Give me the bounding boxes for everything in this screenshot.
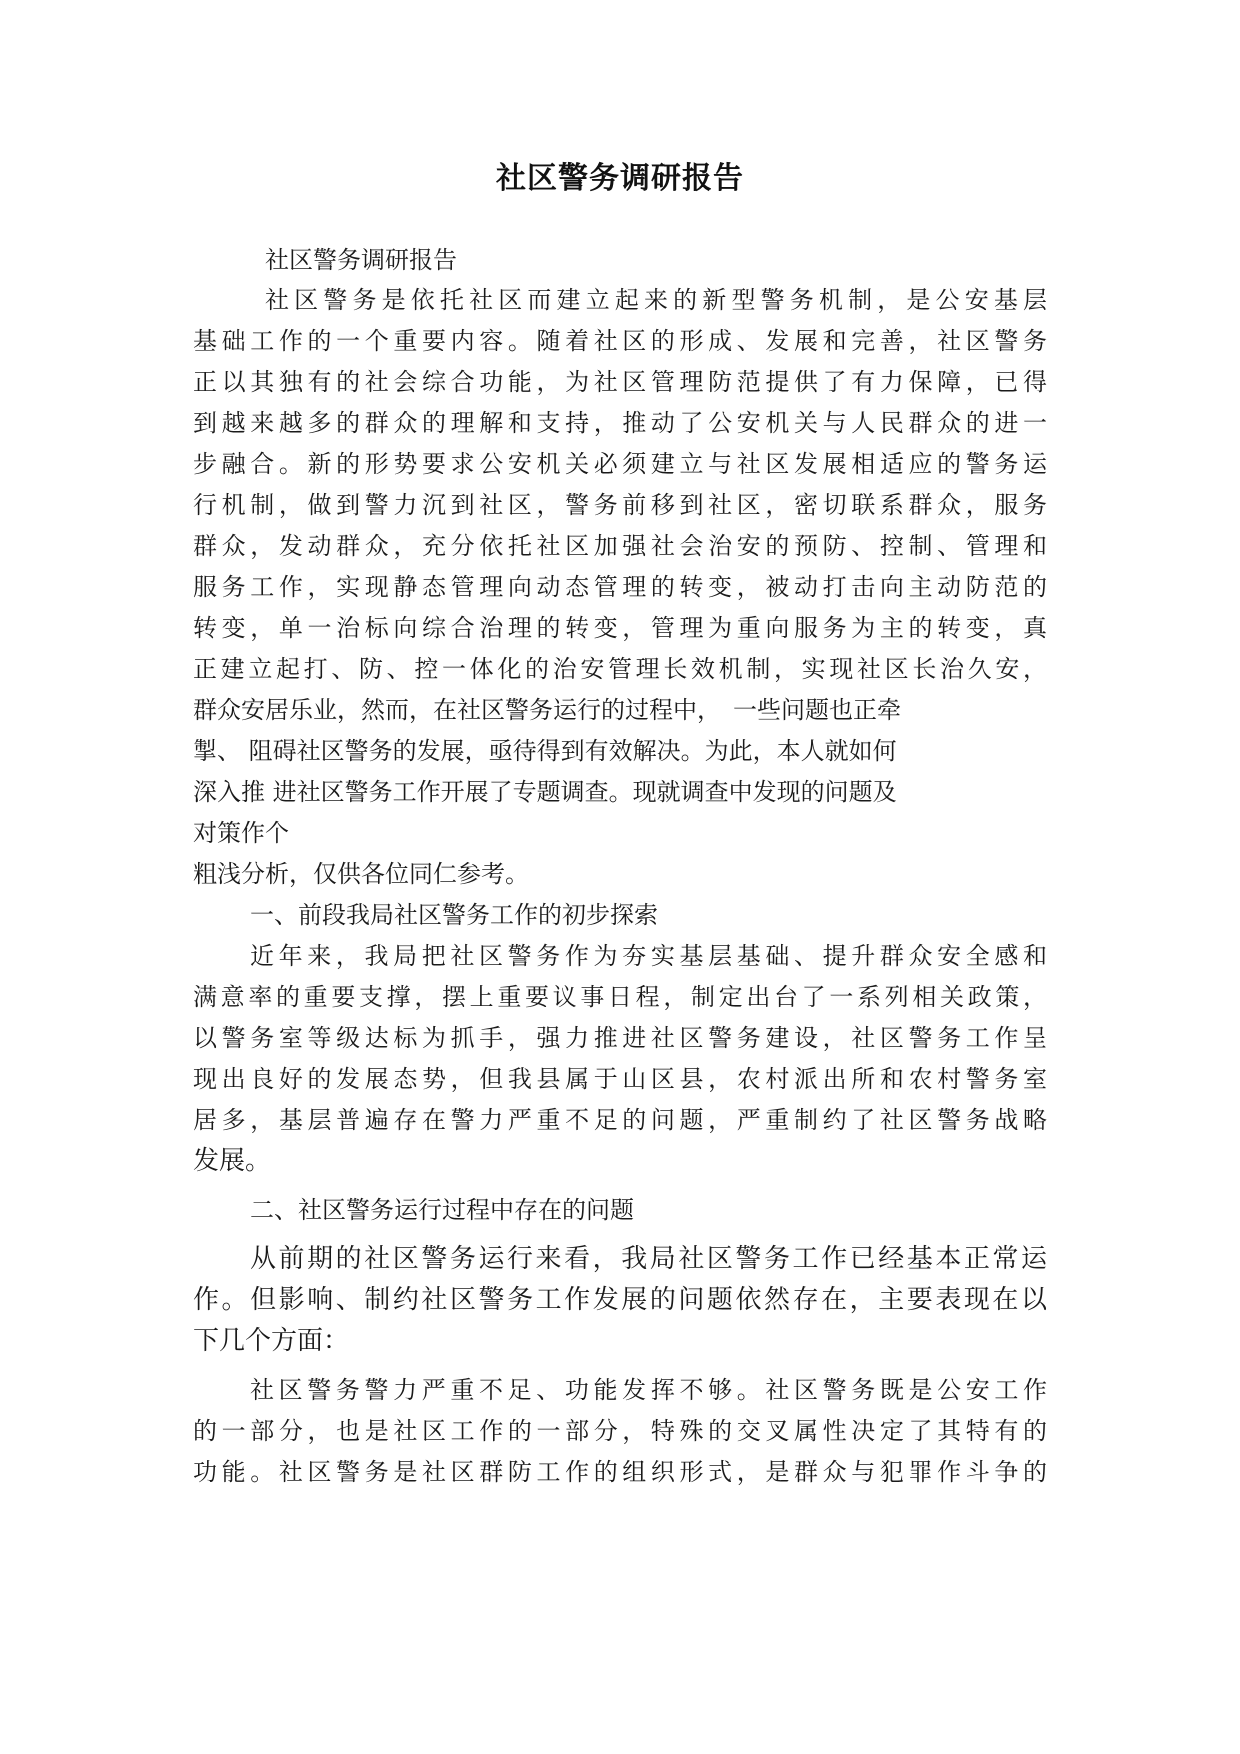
body-line: 下几个方面： bbox=[193, 1326, 350, 1356]
body-line: 步融合。新的形势要求公安机关必须建立与社区发展相适应的警务运 bbox=[193, 450, 1047, 478]
body-line: 的一部分，也是社区工作的一部分，特殊的交叉属性决定了其特有的 bbox=[193, 1417, 1047, 1445]
body-line: 群众安居乐业，然而，在社区警务运行的过程中， 一些问题也正牵 bbox=[193, 696, 901, 724]
body-line: 现出良好的发展态势，但我县属于山区县，农村派出所和农村警务室 bbox=[193, 1065, 1047, 1093]
body-line: 满意率的重要支撑，摆上重要议事日程，制定出台了一系列相关政策， bbox=[193, 983, 1047, 1011]
body-line: 正建立起打、防、控一体化的治安管理长效机制，实现社区长治久安， bbox=[193, 655, 1047, 683]
body-line: 从前期的社区警务运行来看，我局社区警务工作已经基本正常运 bbox=[250, 1244, 1047, 1274]
body-line: 功能。社区警务是社区群防工作的组织形式，是群众与犯罪作斗争的 bbox=[193, 1458, 1047, 1486]
body-line: 粗浅分析，仅供各位同仁参考。 bbox=[193, 860, 529, 888]
section-heading: 一、前段我局社区警务工作的初步探索 bbox=[250, 901, 658, 929]
body-line: 服务工作，实现静态管理向动态管理的转变，被动打击向主动防范的 bbox=[193, 573, 1047, 601]
body-line: 转变，单一治标向综合治理的转变，管理为重向服务为主的转变，真 bbox=[193, 614, 1047, 642]
body-line: 基础工作的一个重要内容。随着社区的形成、发展和完善，社区警务 bbox=[193, 327, 1047, 355]
body-line: 近年来，我局把社区警务作为夯实基层基础、提升群众安全感和 bbox=[250, 942, 1047, 970]
document-title: 社区警务调研报告 bbox=[496, 161, 744, 196]
body-line: 深入推 进社区警务工作开展了专题调查。现就调查中发现的问题及 bbox=[193, 778, 897, 806]
body-line: 群众，发动群众，充分依托社区加强社会治安的预防、控制、管理和 bbox=[193, 532, 1047, 560]
body-line: 社区警务是依托社区而建立起来的新型警务机制，是公安基层 bbox=[265, 286, 1047, 314]
body-line: 以警务室等级达标为抓手，强力推进社区警务建设，社区警务工作呈 bbox=[193, 1024, 1047, 1052]
body-line: 发展。 bbox=[193, 1146, 272, 1176]
body-line: 社区警务警力严重不足、功能发挥不够。社区警务既是公安工作 bbox=[250, 1376, 1047, 1404]
section-heading: 二、社区警务运行过程中存在的问题 bbox=[250, 1196, 634, 1224]
body-line: 正以其独有的社会综合功能，为社区管理防范提供了有力保障，已得 bbox=[193, 368, 1047, 396]
body-line: 居多，基层普遍存在警力严重不足的问题，严重制约了社区警务战略 bbox=[193, 1106, 1047, 1134]
body-line: 行机制，做到警力沉到社区，警务前移到社区，密切联系群众，服务 bbox=[193, 491, 1047, 519]
body-line: 到越来越多的群众的理解和支持，推动了公安机关与人民群众的进一 bbox=[193, 409, 1047, 437]
body-line: 掣、 阻碍社区警务的发展，亟待得到有效解决。为此，本人就如何 bbox=[193, 737, 897, 765]
body-line: 作。但影响、制约社区警务工作发展的问题依然存在，主要表现在以 bbox=[193, 1285, 1047, 1315]
body-line: 对策作个 bbox=[193, 819, 289, 847]
subtitle-line: 社区警务调研报告 bbox=[265, 246, 457, 274]
